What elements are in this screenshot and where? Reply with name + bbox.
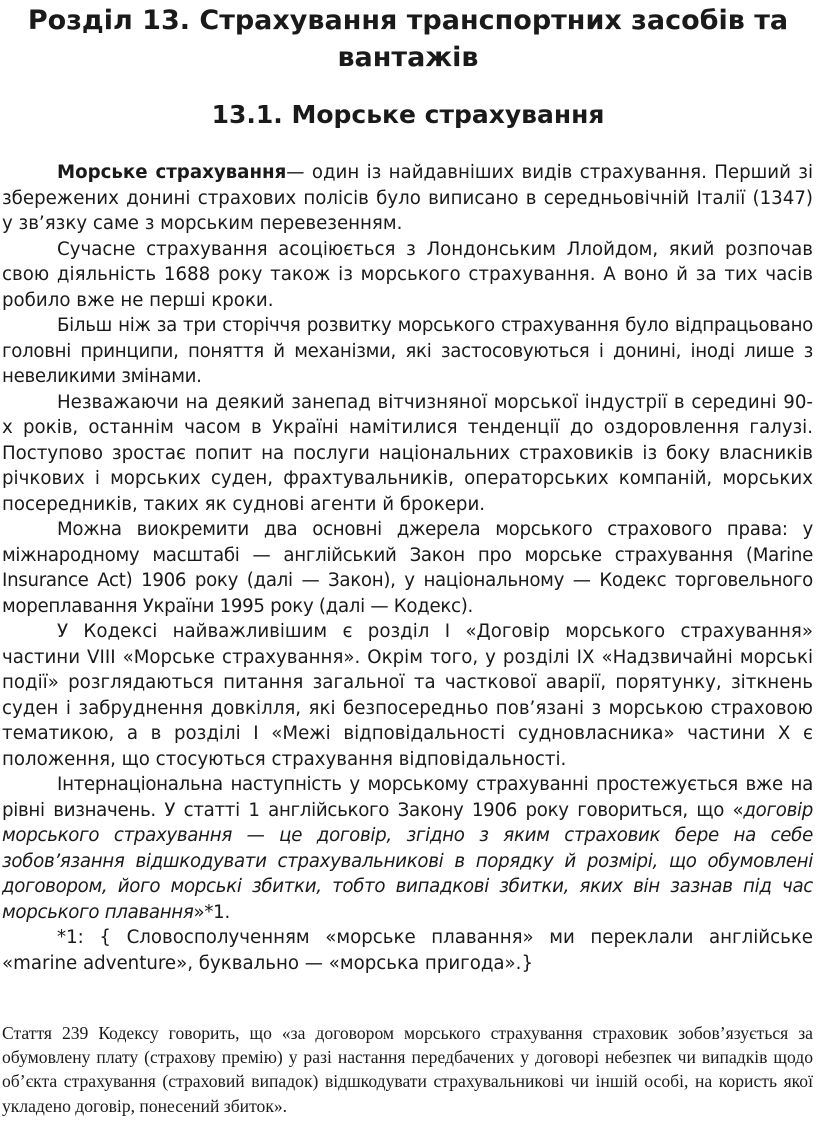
chapter-title: Розділ 13. Страхування транспортних засобів та вантажів bbox=[27, 5, 789, 73]
paragraph-6: У Кодексі найважливішим є розділ І «Договір морського страхування» частини VIII «Морське страхування». Окрім того, у розділі IX «Надзвичайні морські події» розглядаються питання загальної та часткової аварії, порятунку, зіткнень суден і забруднення довкілля, які безпосередньо пов’язані з морською страховою тематикою, а в розділі І «Межі відповідальності судновласника» частини Х є положення, що стосуються страхування відповідальності. bbox=[2, 621, 813, 770]
paragraph-7-after: »*1. bbox=[193, 901, 230, 923]
footnote: *1: { Словосполученням «морське плавання» ми переклали англійське «marine adventure», буквально — «морська пригода».} bbox=[2, 927, 813, 974]
paragraph-1-text: — один із найдавніших видів страхування. Перший зі збережених донині страхових полісів було виписано в середньовічній Італії (1347) у зв’язку саме з морським перевезенням. bbox=[2, 162, 814, 234]
paragraph-4: Незважаючи на деякий занепад вітчизняної морської індустрії в середині 90-х років, останнім часом в Україні намітилися тенденції до оздоровлення галузі. Поступово зростає попит на послуги національних страховиків із боку власників річкових і морських суден, фрахтувальників, операторських компаній, морських посередників, таких як суднові агенти й брокери. bbox=[2, 391, 813, 515]
article-239-text: Стаття 239 Кодексу говорить, що «за договором морського страхування страховик зобов’язується за обумовлену плату (страхову премію) у разі настання передбачених у договорі небезпек чи випадків щодо об’єкта страхування (страховий випадок) відшкодувати страхувальникові чи іншій особі, на користь якої укладено договір, понесений збиток». bbox=[2, 1023, 813, 1116]
paragraph-3: Більш ніж за три сторіччя розвитку морського страхування було відпрацьовано головні принципи, поняття й механізми, які застосовуються і донині, іноді лише з невеликими змінами. bbox=[2, 315, 813, 387]
paragraph-1 bbox=[2, 160, 813, 237]
paragraph-5: Можна виокремити два основні джерела морського страхового права: у міжнародному масштабі — англійський Закон про морське страхування (Marine Insurance Act) 1906 року (далі — Закон), у національному — Кодекс торговельного мореплавання України 1995 року (далі — Кодекс). bbox=[2, 519, 813, 617]
paragraph-2: Сучасне страхування асоціюється з Лондонським Ллойдом, який розпочав свою діяльність 1688 року також із морського страхування. А воно й за тих часів робило вже не перші кроки. bbox=[2, 238, 813, 311]
term-lead: Морське страхування bbox=[57, 162, 287, 183]
section-title: 13.1. Морське страхування bbox=[211, 100, 605, 129]
definition-quote: договір морського страхування — це договір, згідно з яким страховик бере на себе зобов’язання відшкодувати страхувальникові в порядку й розмірі, що обумовлені договором, його морські збитки, тобто випадкові збитки, яких він зазнав під час морського плавання bbox=[2, 799, 813, 923]
paragraph-7 bbox=[2, 772, 813, 925]
body-text bbox=[2, 160, 813, 976]
paragraph-7-text: Інтернаціональна наступність у морському страхуванні простежується вже на рівні визначень. У статті 1 англійського Закону 1906 року говориться, що « bbox=[2, 774, 813, 821]
